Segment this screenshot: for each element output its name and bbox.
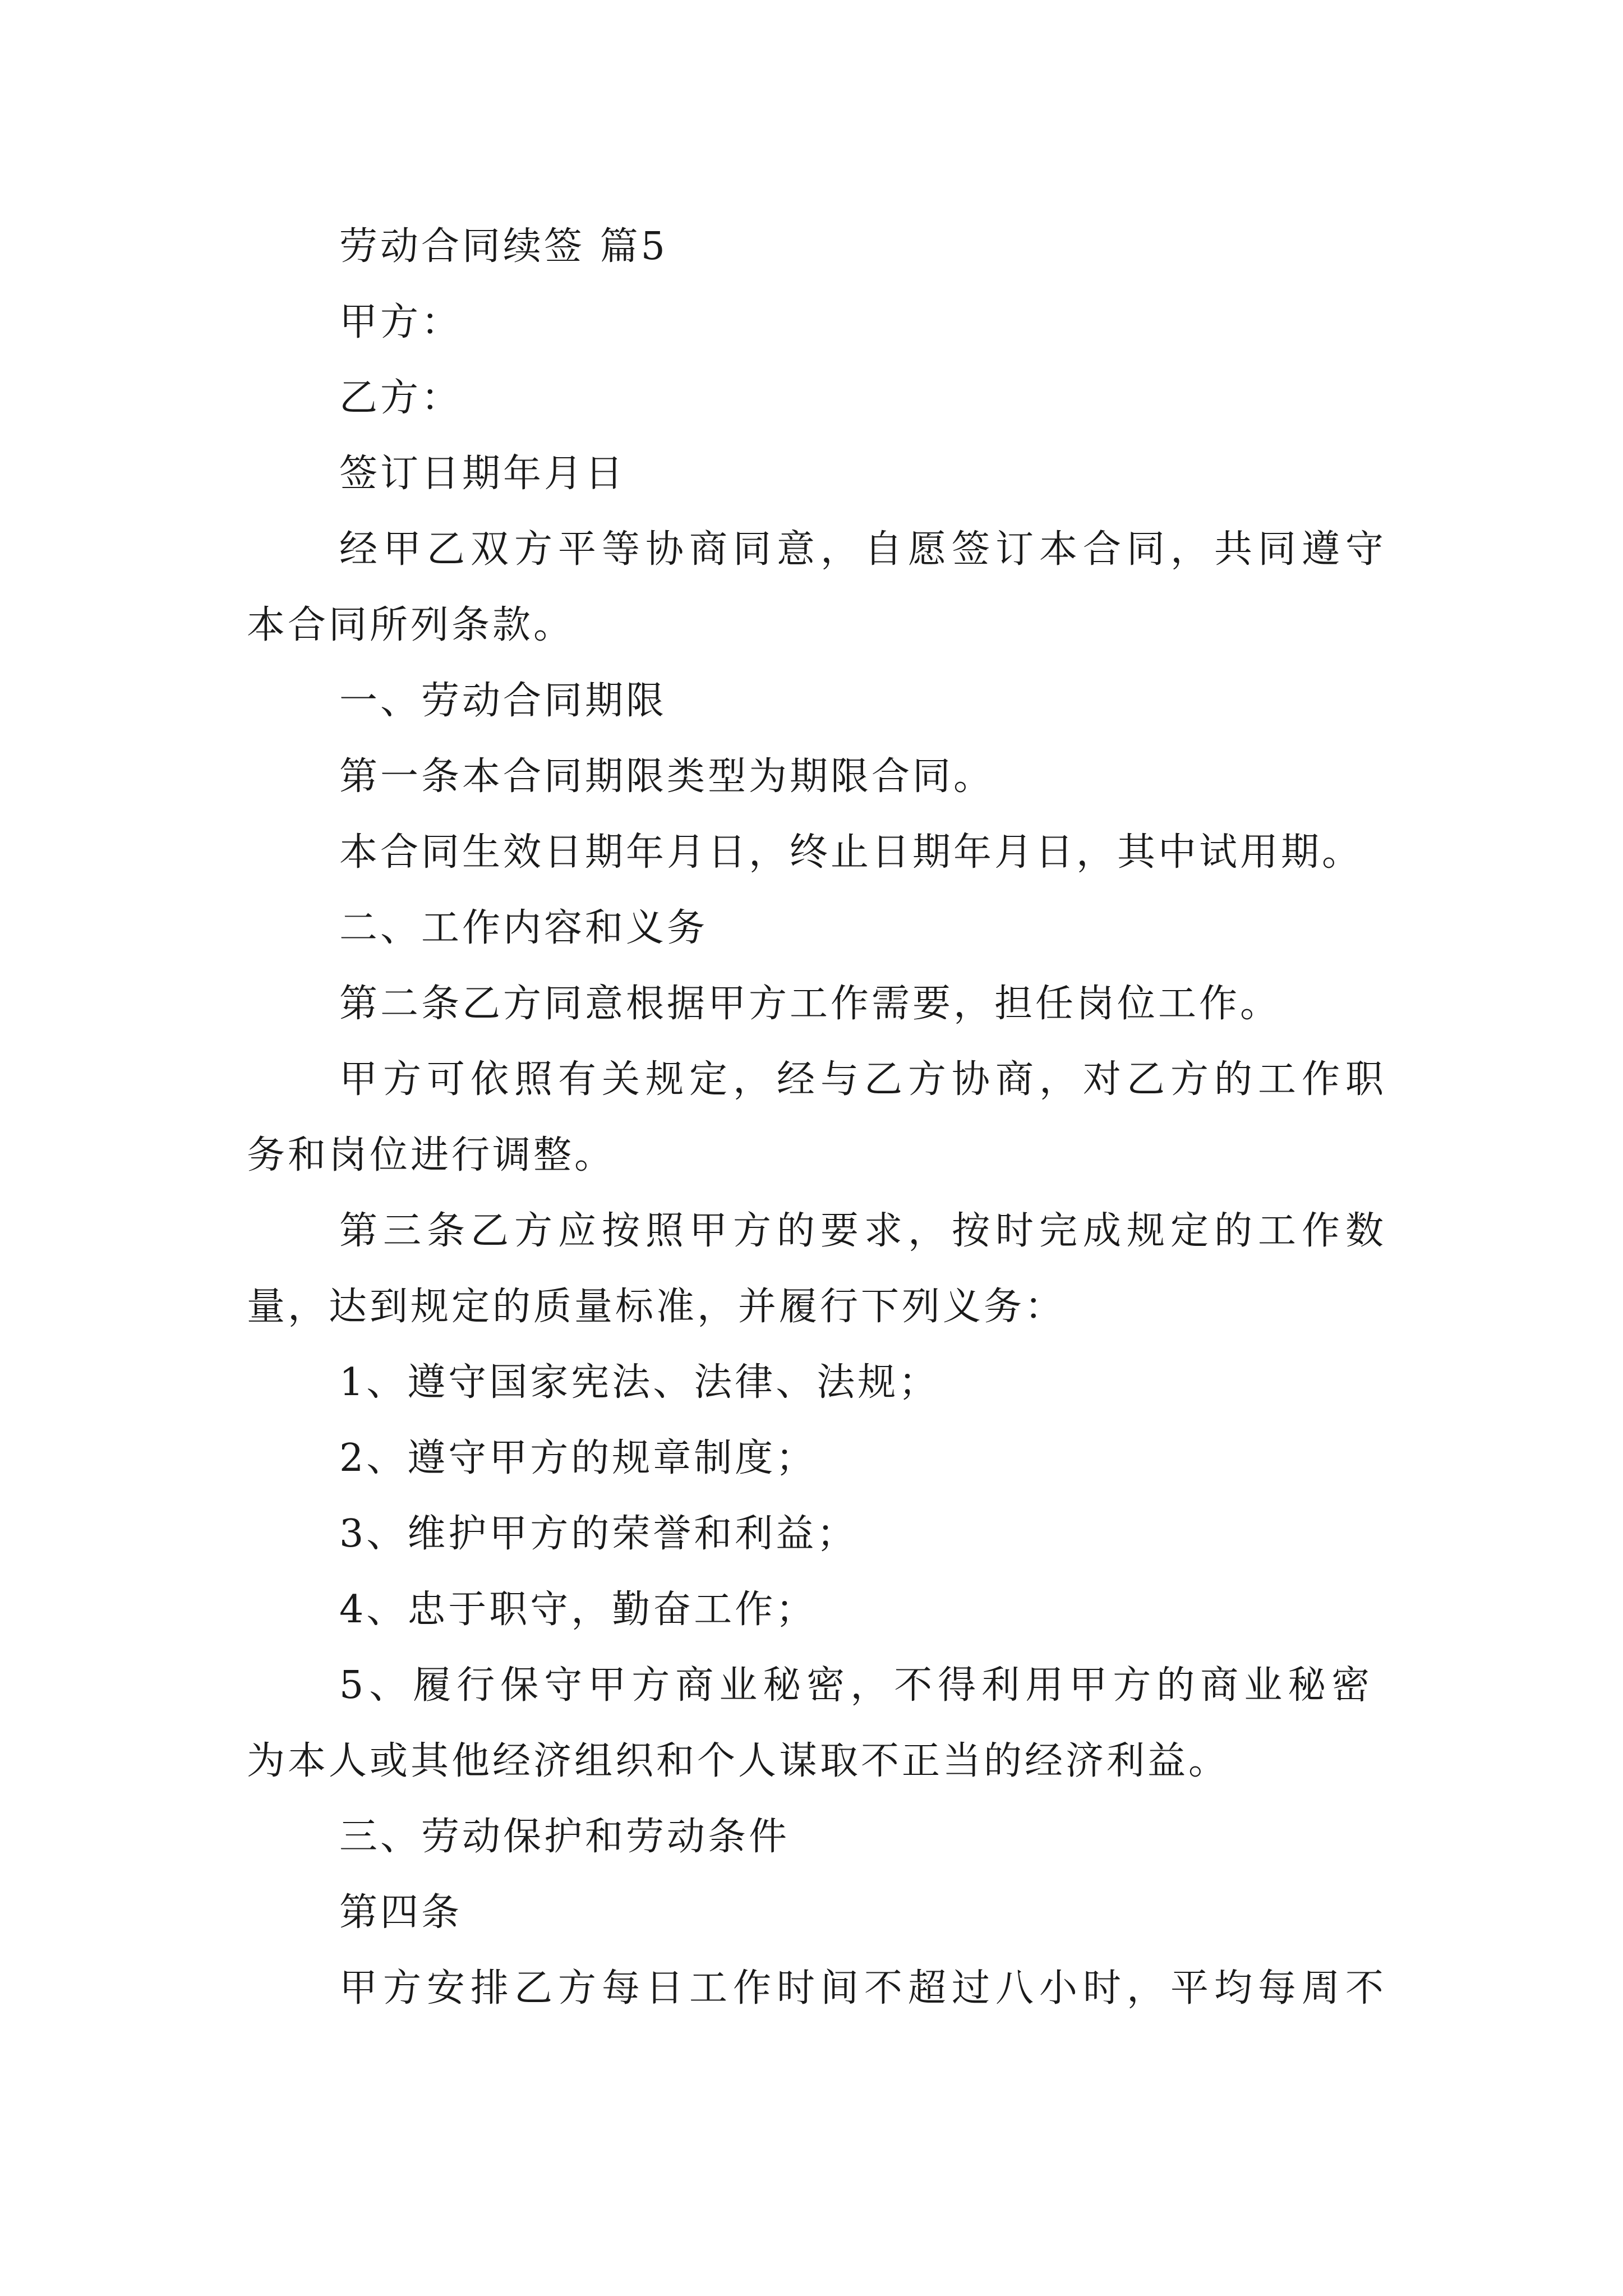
signing-date-label: 签订日期年月日 (339, 452, 626, 496)
paragraph-line: 甲方安排乙方每日工作时间不超过八小时，平均每周不 (339, 1966, 1390, 2010)
paragraph-line: 第一条本合同期限类型为期限合同。 (339, 754, 995, 799)
document-title: 劳动合同续签 篇5 (339, 224, 668, 269)
list-item: 5、履行保守甲方商业秘密，不得利用甲方的商业秘密 (339, 1663, 1376, 1708)
party-b-label: 乙方： (339, 376, 463, 420)
paragraph-line: 第三条乙方应按照甲方的要求，按时完成规定的工作数 (339, 1209, 1390, 1253)
list-item: 1、遵守国家宪法、法律、法规； (339, 1360, 940, 1405)
section-heading: 三、劳动保护和劳动条件 (339, 1815, 790, 1859)
paragraph-line: 第二条乙方同意根据甲方工作需要，担任岗位工作。 (339, 982, 1281, 1026)
list-item: 2、遵守甲方的规章制度； (339, 1436, 817, 1480)
paragraph-line: 经甲乙双方平等协商同意，自愿签订本合同，共同遵守 (339, 527, 1390, 572)
paragraph-line: 为本人或其他经济组织和个人谋取不正当的经济利益。 (247, 1739, 1230, 1783)
paragraph-line: 量，达到规定的质量标准，并履行下列义务： (247, 1285, 1066, 1329)
section-heading: 一、劳动合同期限 (339, 679, 667, 723)
list-item: 3、维护甲方的荣誉和利益； (339, 1512, 858, 1556)
paragraph-line: 甲方可依照有关规定，经与乙方协商，对乙方的工作职 (339, 1057, 1390, 1102)
party-a-label: 甲方： (339, 300, 463, 344)
article-heading: 第四条 (339, 1890, 463, 1935)
paragraph-line: 务和岗位进行调整。 (247, 1133, 616, 1177)
paragraph-line: 本合同生效日期年月日，终止日期年月日，其中试用期。 (339, 830, 1363, 875)
list-item: 4、忠于职守，勤奋工作； (339, 1588, 817, 1632)
section-heading: 二、工作内容和义务 (339, 906, 708, 950)
paragraph-line: 本合同所列条款。 (247, 603, 575, 647)
